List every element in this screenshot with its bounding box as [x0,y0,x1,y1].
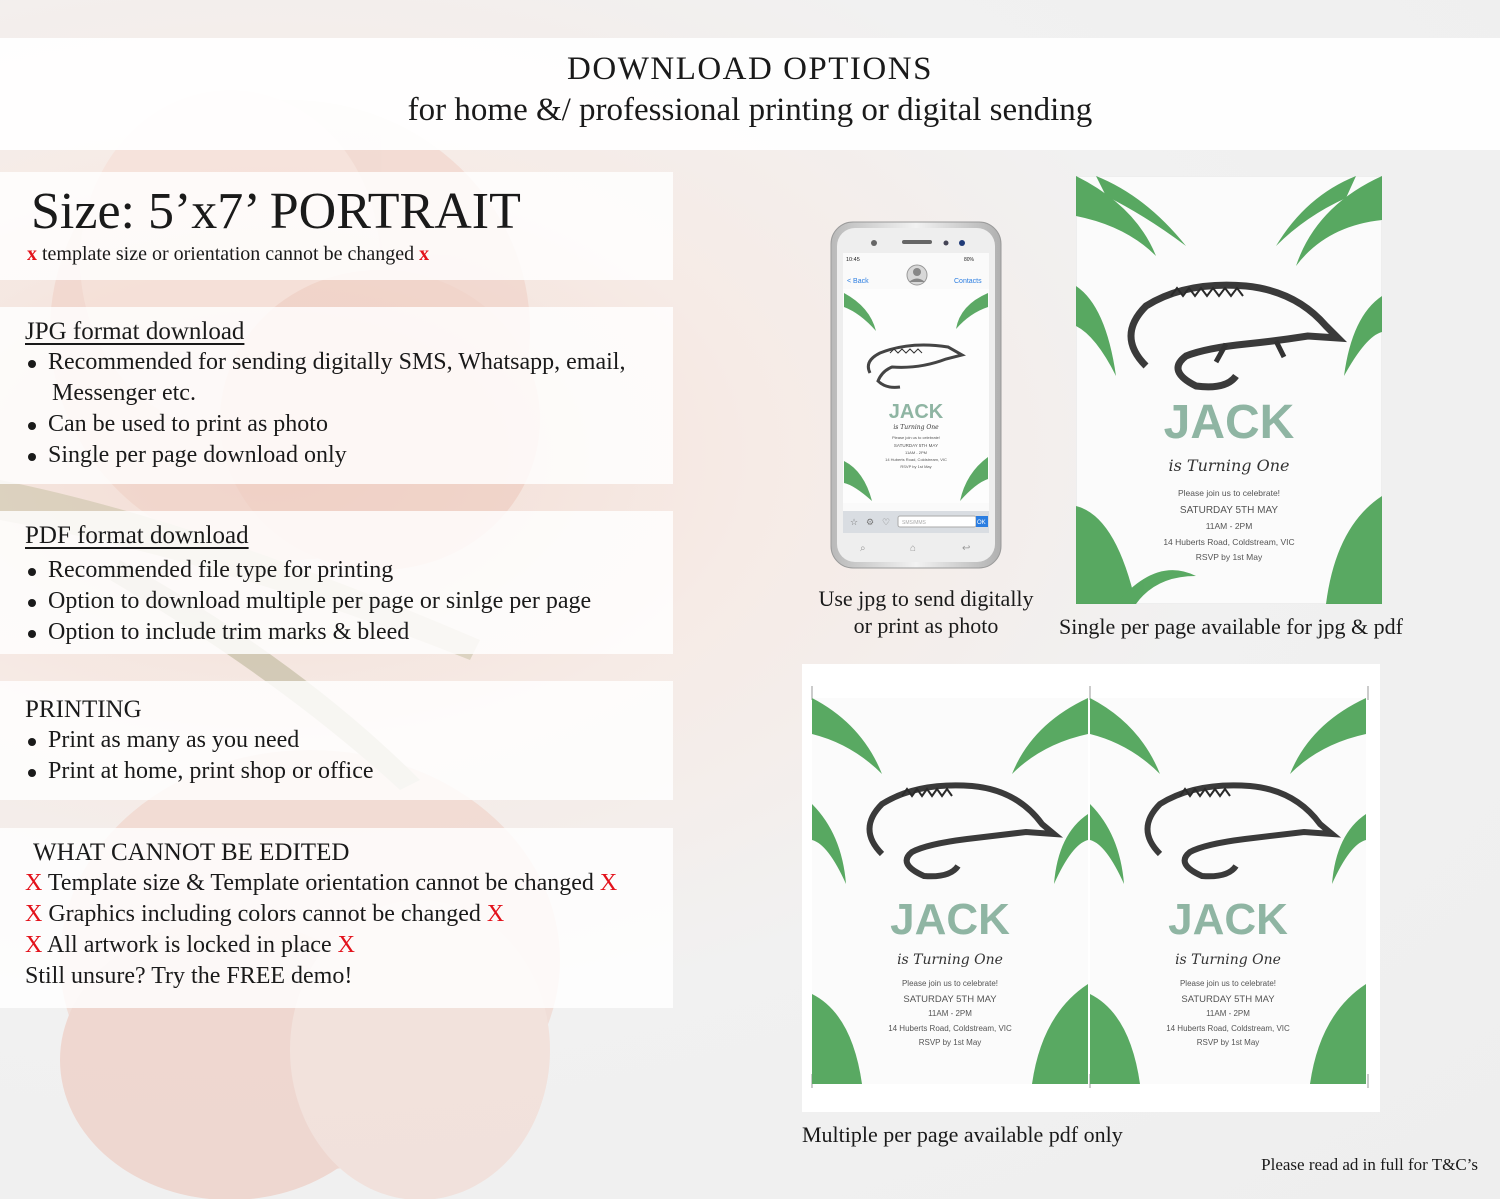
list-item: Option to download multiple per page or sinlge per page [25,586,673,617]
invite-name: JACK [1163,396,1295,449]
svg-text:11AM - 2PM: 11AM - 2PM [905,450,927,455]
svg-text:14 Huberts Road, Coldstream, V: 14 Huberts Road, Coldstream, VIC [888,1024,1012,1033]
list-item: X Template size & Template orientation cannot be changed X [25,870,618,896]
svg-text:Please join us to celebrate!: Please join us to celebrate! [891,435,941,440]
svg-text:Please join us to celebrate!: Please join us to celebrate! [1179,979,1277,988]
demo-text: Still unsure? Try the FREE demo! [25,963,353,989]
x-mark-icon: X [337,932,355,958]
footer-note: Please read ad in full for T&C’s [1261,1155,1478,1174]
list-item: Option to include trim marks & bleed [25,617,673,648]
svg-text:RSVP by 1st May: RSVP by 1st May [900,464,932,469]
x-mark-icon: x [419,243,430,265]
pdf-panel [0,511,673,654]
phone-mockup [830,221,1002,569]
printing-section-title: PRINTING [25,696,142,723]
svg-text:RSVP by 1st May: RSVP by 1st May [1195,552,1263,562]
single-invite-preview [1076,176,1382,604]
jpg-section-title: JPG format download [25,318,245,345]
jpg-bullet-list [25,347,673,471]
svg-text:RSVP by 1st May: RSVP by 1st May [918,1038,982,1047]
list-item: X All artwork is locked in place X [25,932,355,958]
svg-text:SATURDAY 5TH MAY: SATURDAY 5TH MAY [1181,994,1275,1005]
header-banner [0,38,1500,150]
list-item: Print as many as you need [25,725,673,756]
size-title: Size: 5’x7’ PORTRAIT [31,183,521,240]
x-mark-icon: X [25,932,43,958]
cannot-edit-title: WHAT CANNOT BE EDITED [33,839,350,866]
pdf-bullet-list [25,555,673,648]
gear-icon: ⚙ [866,517,875,527]
svg-text:JACK: JACK [890,895,1010,944]
svg-text:11AM - 2PM: 11AM - 2PM [1205,521,1253,531]
speaker-icon [902,240,932,244]
list-item: Recommended for sending digitally SMS, Whatsapp, email, Messenger etc. [25,347,673,409]
size-note-text: template size or orientation cannot be changed [42,243,415,265]
home-icon: ⌂ [910,543,917,554]
camera-icon [871,240,877,246]
svg-text:is Turning One: is Turning One [1175,952,1281,968]
back-link[interactable]: < Back [847,278,869,285]
svg-text:Please join us to celebrate!: Please join us to celebrate! [901,979,999,988]
svg-text:14 Huberts Road, Coldstream, V: 14 Huberts Road, Coldstream, VIC [1166,1024,1290,1033]
svg-text:11AM - 2PM: 11AM - 2PM [1206,1009,1250,1018]
svg-text:14 Huberts Road, Coldstream, V: 14 Huberts Road, Coldstream, VIC [885,457,947,462]
heart-icon: ♡ [882,517,891,527]
printing-panel [0,681,673,800]
svg-text:SATURDAY 5TH MAY: SATURDAY 5TH MAY [893,443,939,448]
single-caption: Single per page available for jpg & pdf [1059,614,1403,639]
page-subtitle: for home &/ professional printing or digital sending [407,92,1093,128]
x-mark-icon: X [25,901,43,927]
back-arrow-icon: ↩ [962,543,971,554]
multiple-invite-preview [802,664,1380,1112]
printing-bullet-list [25,725,673,787]
list-item: Can be used to print as photo [25,409,673,440]
page-title: DOWNLOAD OPTIONS [567,51,933,87]
phone-time: 10:45 [846,257,860,263]
list-item: X Graphics including colors cannot be changed X [25,901,505,927]
svg-text:JACK: JACK [1168,895,1288,944]
size-note [27,242,673,266]
x-mark-icon: X [486,901,505,927]
list-item: Print at home, print shop or office [25,756,673,787]
jpg-panel [0,307,673,484]
invite-name: JACK [888,401,944,423]
svg-text:RSVP by 1st May: RSVP by 1st May [1196,1038,1260,1047]
invite-tagline: is Turning One [893,424,939,431]
pdf-section-title: PDF format download [25,522,249,549]
size-panel [0,172,673,280]
phone-caption: Use jpg to send digitally or print as photo [818,586,1034,638]
svg-text:SATURDAY 5TH MAY: SATURDAY 5TH MAY [903,994,997,1005]
svg-text:is Turning One: is Turning One [897,952,1003,968]
svg-text:14 Huberts Road, Coldstream, V: 14 Huberts Road, Coldstream, VIC [1163,537,1295,547]
list-item: Single per page download only [25,440,673,471]
phone-battery: 80% [964,257,975,263]
svg-text:11AM - 2PM: 11AM - 2PM [928,1009,972,1018]
multiple-caption: Multiple per page available pdf only [802,1122,1123,1147]
svg-text:Please join us to celebrate!: Please join us to celebrate! [1177,488,1281,498]
cannot-edit-panel [0,828,673,1008]
svg-text:OK: OK [977,520,986,526]
invite-tagline: is Turning One [1168,456,1290,475]
x-mark-icon: X [25,870,43,896]
list-item: Recommended file type for printing [25,555,673,586]
search-icon: ⌕ [860,543,866,554]
star-icon: ☆ [850,517,859,527]
svg-text:SATURDAY 5TH MAY: SATURDAY 5TH MAY [1179,505,1279,516]
svg-text:SMS/MMS: SMS/MMS [902,520,926,526]
x-mark-icon: X [599,870,618,896]
contacts-link[interactable]: Contacts [954,278,982,285]
x-mark-icon: x [27,243,37,265]
